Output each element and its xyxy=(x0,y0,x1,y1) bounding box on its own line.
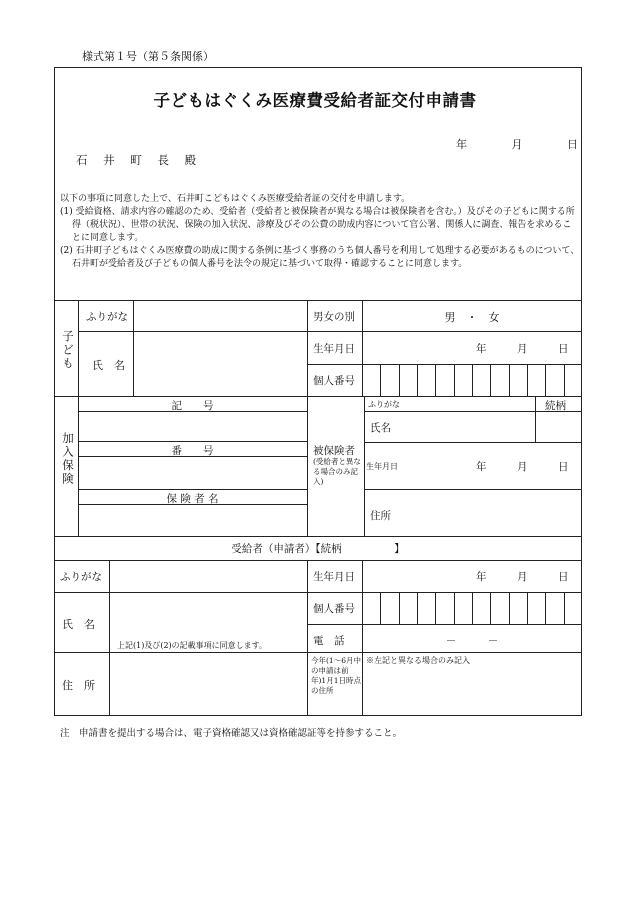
digit-box-divider xyxy=(435,592,436,624)
insured-birthdate-label: 生年月日 xyxy=(366,462,398,471)
digit-box-divider xyxy=(564,592,565,624)
child-mynumber-label: 個人番号 xyxy=(313,375,355,387)
insurer-name-label: 保 険 者 名 xyxy=(166,493,219,505)
child-section-label: 子ども xyxy=(61,330,75,371)
month-label: 月 xyxy=(511,138,523,151)
insured-furigana-label: ふりがな xyxy=(368,400,400,409)
insurance-symbol-label: 記 号 xyxy=(171,400,214,412)
insured-name-label: 氏名 xyxy=(370,422,391,434)
day-label: 日 xyxy=(567,138,578,151)
recipient-address-label: 住 所 xyxy=(62,679,95,692)
digit-box-divider xyxy=(454,592,455,624)
recipient-name-label: 氏 名 xyxy=(62,618,95,631)
digit-box-divider xyxy=(545,592,546,624)
insured-birth-year: 年 xyxy=(476,461,487,473)
recipient-phone-format[interactable]: － － xyxy=(445,635,499,647)
recipient-furigana-label: ふりがな xyxy=(60,571,102,583)
addressee: 石 井 町 長 殿 xyxy=(76,153,203,167)
child-furigana-label: ふりがな xyxy=(86,311,128,323)
digit-box-divider xyxy=(527,592,528,624)
insured-note: (受給者と異なる場合のみ記入) xyxy=(313,457,361,486)
digit-box-divider xyxy=(527,364,528,396)
digit-box-divider xyxy=(545,364,546,396)
prev-address-label: 今年(1～6月中の申請は前年)1月1日時点の住所 xyxy=(311,656,361,695)
recipient-mynumber-label: 個人番号 xyxy=(313,603,355,615)
recipient-birthdate-label: 生年月日 xyxy=(313,571,355,583)
child-gender-options[interactable]: 男 ・ 女 xyxy=(444,311,500,324)
digit-box-divider xyxy=(509,364,510,396)
form-title: 子どもはぐくみ医療費受給者証交付申請書 xyxy=(153,91,477,110)
recipient-consent-note: 上記(1)及び(2)の記載事項に同意します。 xyxy=(117,641,268,650)
child-birthdate-label: 生年月日 xyxy=(313,343,355,355)
digit-box-divider xyxy=(380,364,381,396)
prev-address-note: ※左記と異なる場合のみ記入 xyxy=(366,656,470,665)
child-gender-label: 男女の別 xyxy=(313,311,355,323)
digit-box-divider xyxy=(435,364,436,396)
recipient-birth-year: 年 xyxy=(476,571,487,583)
digit-box-divider xyxy=(417,592,418,624)
digit-box-divider xyxy=(380,592,381,624)
recipient-birth-day: 日 xyxy=(558,571,569,583)
insured-birth-day: 日 xyxy=(558,461,569,473)
digit-box-divider xyxy=(399,592,400,624)
digit-box-divider xyxy=(509,592,510,624)
recipient-birth-month: 月 xyxy=(517,571,528,583)
consent-item-1: (1) 受給資格、請求内容の確認のため、受給者（受給者と被保険者が異なる場合は被保険者を含む。）及びその子どもに関する所得（税状況）、世帯の状況、保険の加入状況、診療及びその公費の助成内容について官公署、関係人に調査、報告を求めることに同意します。 xyxy=(60,207,575,243)
consent-item-2: (2) 石井町子どもはぐくみ医療費の助成に関する条例に基づく事務のうち個人番号を利用して処理する必要があるものについて、石井町が受給者及び子どもの個人番号を法令の規定に基づいて取得・確認することに同意します。 xyxy=(60,246,580,269)
child-birth-day: 日 xyxy=(558,343,569,355)
insurance-section-label: 加入保険 xyxy=(61,432,75,486)
child-birth-year: 年 xyxy=(476,343,487,355)
digit-box-divider xyxy=(490,364,491,396)
digit-box-divider xyxy=(564,364,565,396)
child-name-label: 氏 名 xyxy=(92,359,125,372)
year-label: 年 xyxy=(456,138,467,151)
child-birth-month: 月 xyxy=(517,343,528,355)
consent-intro: 以下の事項に同意した上で、石井町こどもはぐくみ医療受給者証の交付を申請します。 xyxy=(60,194,411,204)
insured-birth-month: 月 xyxy=(517,461,528,473)
digit-box-divider xyxy=(472,592,473,624)
digit-box-divider xyxy=(490,592,491,624)
insurance-number-label: 番 号 xyxy=(171,445,214,457)
digit-box-divider xyxy=(417,364,418,396)
digit-box-divider xyxy=(454,364,455,396)
form-number: 様式第１号（第５条関係） xyxy=(82,50,214,63)
insured-relation-label: 続柄 xyxy=(545,400,566,412)
digit-box-divider xyxy=(399,364,400,396)
consent-text xyxy=(60,193,580,271)
recipient-phone-label: 電 話 xyxy=(313,635,345,647)
insured-label: 被保険者 xyxy=(313,445,355,457)
application-date[interactable] xyxy=(456,136,578,152)
footnote: 注 申請書を提出する場合は、電子資格確認又は資格確認証等を持参すること。 xyxy=(60,728,403,739)
recipient-header: 受給者（申請者）【続柄 】 xyxy=(231,543,405,555)
insured-address-label: 住所 xyxy=(370,510,391,522)
digit-box-divider xyxy=(472,364,473,396)
